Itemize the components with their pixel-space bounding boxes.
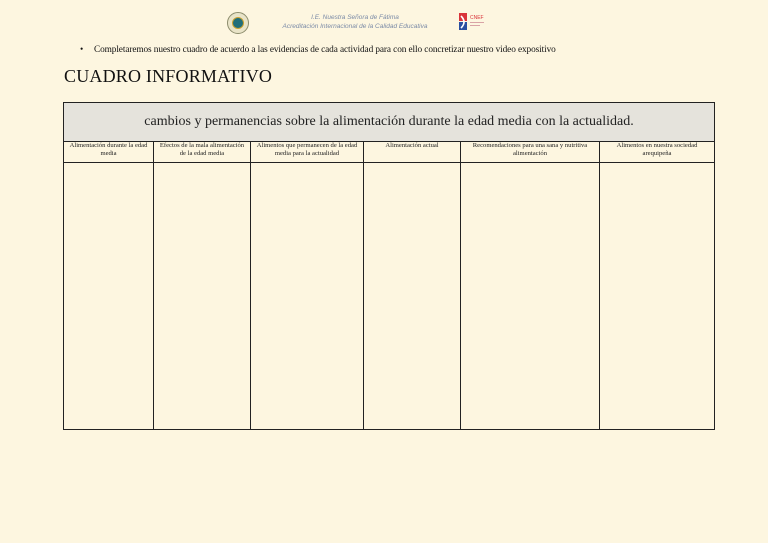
- column-header: Efectos de la mala alimentación de la edad media: [154, 141, 250, 163]
- column-header: Alimentos en nuestra sociedad arequipeña: [600, 141, 714, 163]
- column-header: Alimentación durante la edad media: [64, 141, 153, 163]
- table-column-1: [64, 141, 154, 429]
- table-title: cambios y permanencias sobre la alimentación durante la edad media con la actualidad.: [64, 103, 714, 142]
- table-column-5: [461, 141, 600, 429]
- accreditation-badge-text: CNEF: [470, 15, 484, 21]
- section-title: CUADRO INFORMATIVO: [64, 66, 273, 86]
- institution-line-2: Acreditación Internacional de la Calidad Educativa: [282, 23, 428, 30]
- institution-line-1: I.E. Nuestra Señora de Fátima: [311, 14, 399, 21]
- page-header: [0, 10, 768, 36]
- table-column-6: [600, 141, 714, 429]
- column-header: Recomendaciones para una sana y nutritiva alimentación: [461, 141, 599, 163]
- column-header: Alimentos que permanecen de la edad media para la actualidad: [251, 141, 363, 163]
- table-column-2: [154, 141, 251, 429]
- accreditation-logo: [458, 12, 490, 32]
- column-header: Alimentación actual: [364, 141, 460, 163]
- instruction-text: Completaremos nuestro cuadro de acuerdo a las evidencias de cada actividad para con ello concretizar nuestro video expositivo: [94, 45, 556, 55]
- school-seal-logo: [227, 12, 249, 34]
- instruction-bullet: [80, 45, 556, 55]
- table-column-4: [364, 141, 461, 429]
- info-table: [63, 102, 715, 430]
- institution-name: [260, 13, 450, 31]
- table-column-3: [251, 141, 364, 429]
- bullet-icon: •: [80, 45, 84, 55]
